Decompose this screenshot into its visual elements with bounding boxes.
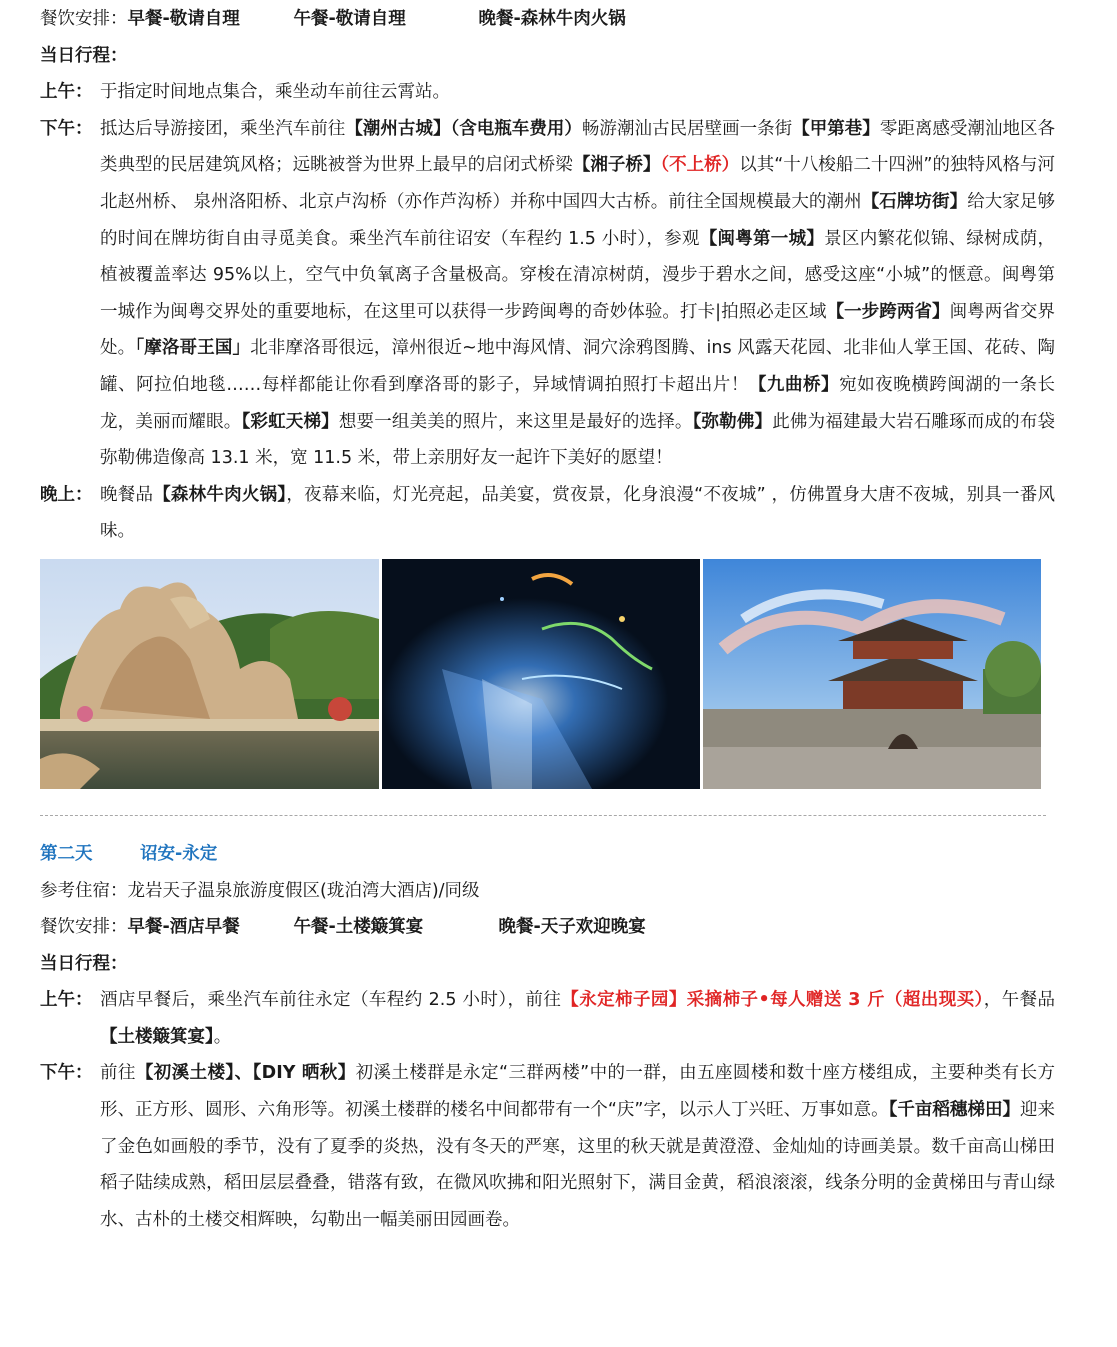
meals-label: 餐饮安排： <box>40 9 128 29</box>
morning-label: 上午： <box>40 82 93 103</box>
attraction-shipaifang-street: 【石牌坊街】 <box>861 191 968 212</box>
day1-evening <box>40 477 1055 550</box>
day2-title <box>40 836 1055 873</box>
photo-rock-garden <box>40 559 379 789</box>
morning-text: 酒店早餐后，乘坐汽车前往永定（车程约 2.5 小时），前往【永定柿子园】采摘柿子•每人赠送 3 斤（超出现买），午餐品【土楼簸箕宴】。 <box>100 990 1055 1047</box>
day2-afternoon <box>40 1055 1055 1238</box>
day1-afternoon <box>40 111 1055 477</box>
meal-dinner: 晚餐-天子欢迎晚宴 <box>498 917 646 938</box>
day2-route: 诏安-永定 <box>140 843 218 864</box>
day1-meals <box>40 1 1055 38</box>
day2-meals <box>40 909 1055 946</box>
meal-dinner: 晚餐-森林牛肉火锅 <box>478 9 626 29</box>
meal-lunch: 午餐-土楼簸箕宴 <box>293 917 424 938</box>
afternoon-text: 抵达后导游接团，乘坐汽车前往【潮州古城】（含电瓶车费用）畅游潮汕古民居壁画一条街【甲第巷】零距离感受潮汕地区各类典型的民居建筑风格；远眺被誉为世界上最早的启闭式桥梁【湘子桥】（不上桥）以其“十八梭船二十四洲”的独特风格与河北赵州桥、 泉州洛阳桥、北京卢沟桥（亦作芦沟桥）并称中国四大古桥。前往全国规模最大的潮州【石牌坊街】给大家足够的时间在牌坊街自由寻觅美食。乘坐汽车前往诏安（车程约 1.5 小时），参观【闽粤第一城】景区内繁花似锦、绿树成荫，植被覆盖率达 95%以上，空气中负氧离子含量极高。穿梭在清凉树荫，漫步于碧水之间，感受这座“小城”的惬意。闽粤第一城作为闽粤交界处的重要地标，在这里可以获得一步跨闽粤的奇妙体验。打卡|拍照必走区域【一步跨两省】闽粤两省交界处。「摩洛哥王国」北非摩洛哥很远，漳州很近~地中海风情、洞穴涂鸦图腾、ins 风露天花园、北非仙人掌王国、花砖、陶罐、阿拉伯地毯……每样都能让你看到摩洛哥的影子，异域情调拍照打卡超出片！【九曲桥】宛如夜晚横跨闽湖的一条长龙，美丽而耀眼。【彩虹天梯】想要一组美美的照片，来这里是最好的选择。【弥勒佛】此佛为福建最大岩石雕琢而成的布袋弥勒佛造像高 13.1 米，宽 11.5 米，带上亲朋好友一起许下美好的愿望！ <box>100 118 1056 469</box>
attraction-morocco-kingdom: 「摩洛哥王国」 <box>135 338 251 359</box>
attraction-chuxi-tulou: 【初溪土楼】、【DIY 晒秋】 <box>135 1063 356 1084</box>
section-divider <box>40 815 1046 816</box>
attraction-minyue-first-city: 【闽粤第一城】 <box>699 228 825 249</box>
attraction-maitreya-buddha: 【弥勒佛】 <box>692 411 773 432</box>
attraction-jiuqu-bridge: 【九曲桥】 <box>748 374 840 395</box>
meals-label: 餐饮安排： <box>40 917 128 938</box>
day1-morning <box>40 74 1055 111</box>
attraction-xiangzi-bridge: 【湘子桥】 <box>572 155 661 176</box>
day2-morning <box>40 982 1055 1055</box>
itinerary-page <box>40 0 1055 1238</box>
photo-strip <box>40 559 1055 789</box>
photo-night-light-show <box>382 559 700 789</box>
evening-label: 晚上： <box>40 484 93 505</box>
attraction-rice-terraces: 【千亩稻穗梯田】 <box>888 1100 1020 1121</box>
day2-hotel: 参考住宿：龙岩天子温泉旅游度假区(珑泊湾大酒店)/同级 <box>40 880 480 901</box>
afternoon-text: 前往【初溪土楼】、【DIY 晒秋】初溪土楼群是永定“三群两楼”中的一群，由五座圆楼和数十座方楼组成，主要种类有长方形、正方形、圆形、六角形等。初溪土楼群的楼名中间都带有一个“庆”字，以示人丁兴旺、万事如意。【千亩稻穗梯田】迎来了金色如画般的季节，没有了夏季的炎热，没有冬天的严寒，这里的秋天就是黄澄澄、金灿灿的诗画美景。数千亩高山梯田稻子陆续成熟，稻田层层叠叠，错落有致，在微风吹拂和阳光照射下，满目金黄，稻浪滚滚，线条分明的金黄梯田与青山绿水、古朴的土楼交相辉映，勾勒出一幅美丽田园画卷。 <box>100 1063 1055 1230</box>
evening-text: 晚餐品【森林牛肉火锅】，夜幕来临，灯光亮起，品美宴，赏夜景，化身浪漫“不夜城” ，仿佛置身大唐不夜城，别具一番风味。 <box>100 484 1055 542</box>
day2-schedule-label: 当日行程： <box>40 953 128 974</box>
meal-breakfast: 早餐-敬请自理 <box>127 9 240 29</box>
meal-breakfast: 早餐-酒店早餐 <box>127 917 240 938</box>
attraction-rainbow-ladder: 【彩虹天梯】 <box>241 411 339 432</box>
lunch-tulou-basket-feast: 【土楼簸箕宴】 <box>100 1026 214 1047</box>
attraction-chaozhou-ancient-city: 【潮州古城】（含电瓶车费用） <box>345 118 582 139</box>
attraction-persimmon-orchard: 【永定柿子园】采摘柿子•每人赠送 3 斤（超出现买） <box>561 990 984 1011</box>
attraction-jiadi-lane: 【甲第巷】 <box>792 118 880 139</box>
note-no-bridge: （不上桥） <box>660 155 740 176</box>
day1-schedule-label: 当日行程： <box>40 45 128 66</box>
day2-day: 第二天 <box>40 843 93 864</box>
afternoon-label: 下午： <box>40 118 93 139</box>
attraction-one-step-two-provinces: 【一步跨两省】 <box>826 301 950 322</box>
morning-label: 上午： <box>40 990 93 1011</box>
photo-city-gate-tower <box>703 559 1041 789</box>
meal-lunch: 午餐-敬请自理 <box>293 9 406 29</box>
dinner-forest-beef-hotpot: 【森林牛肉火锅】 <box>153 484 287 505</box>
morning-text: 于指定时间地点集合，乘坐动车前往云霄站。 <box>100 82 450 103</box>
afternoon-label: 下午： <box>40 1063 93 1084</box>
